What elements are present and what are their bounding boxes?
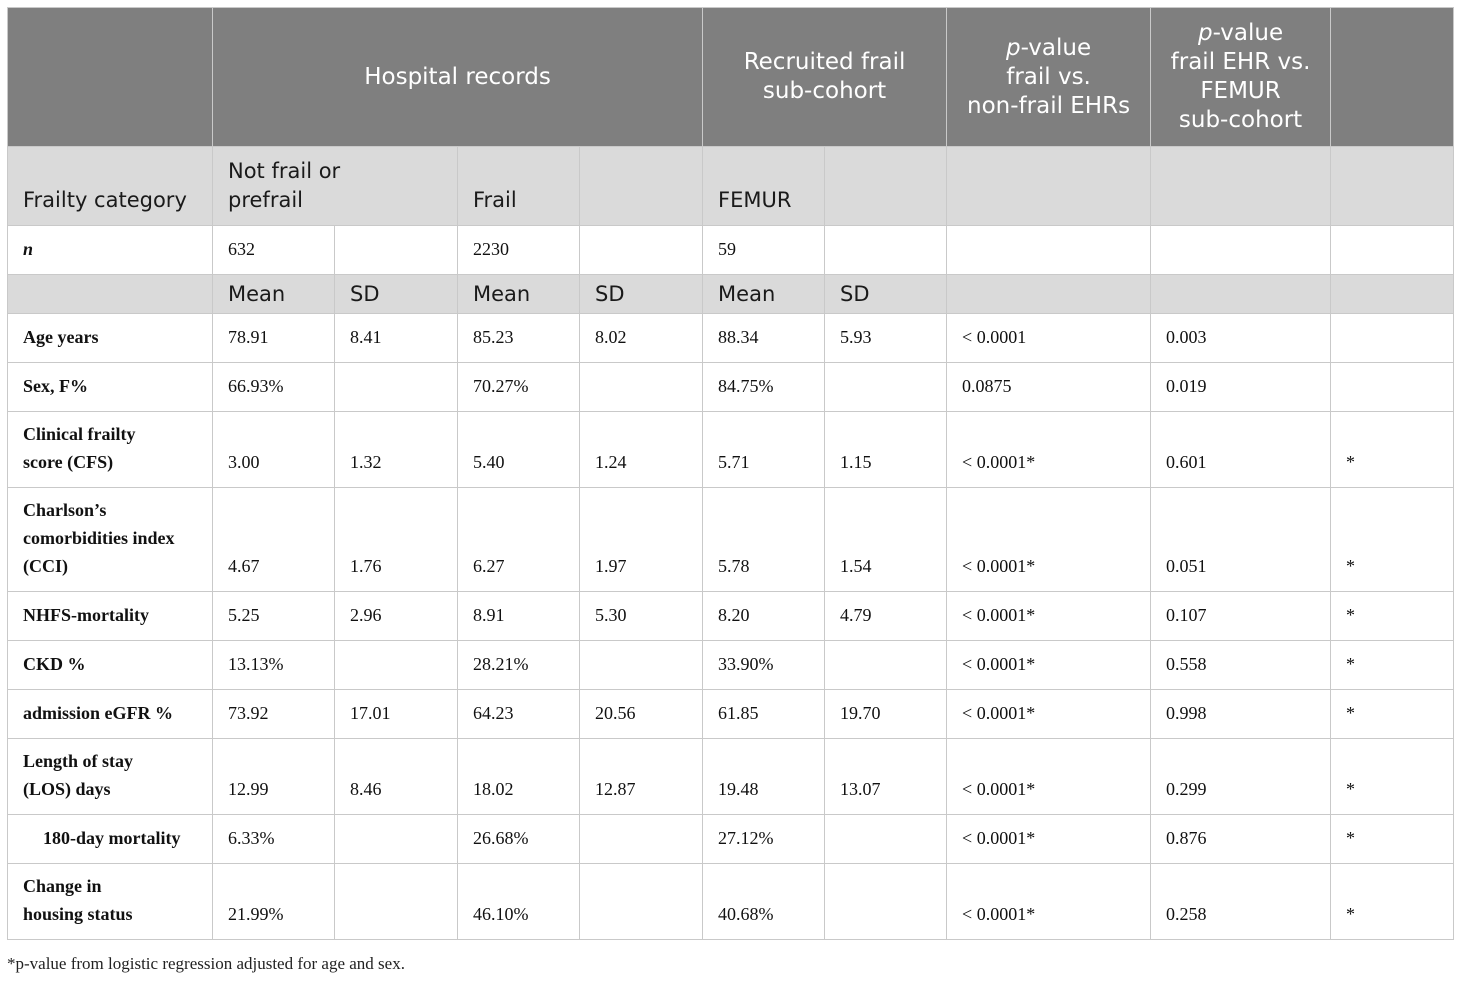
p-value-frail-vs-nonfrail: < 0.0001* xyxy=(947,815,1151,864)
femur-sd xyxy=(825,641,947,690)
row-label-line: Charlson’s xyxy=(23,500,107,520)
row-label-line: Age years xyxy=(23,327,99,347)
header-p-value-frail-vs-nonfrail xyxy=(947,8,1151,147)
femur-mean: 19.48 xyxy=(703,739,825,815)
frail-sd: 1.24 xyxy=(580,412,703,488)
table-row xyxy=(8,641,1454,690)
empty-cell xyxy=(947,226,1151,275)
mean-header: Mean xyxy=(703,275,825,314)
femur-mean: 61.85 xyxy=(703,690,825,739)
femur-mean: 5.71 xyxy=(703,412,825,488)
not-frail-line2: prefrail xyxy=(228,188,303,212)
not-frail-sd: 1.76 xyxy=(335,488,458,592)
row-label xyxy=(8,592,213,641)
header-p2-italic: p xyxy=(1197,20,1213,46)
frail-sd xyxy=(580,815,703,864)
frail-sd: 12.87 xyxy=(580,739,703,815)
header-hospital-records: Hospital records xyxy=(213,8,703,147)
frail-sd: 20.56 xyxy=(580,690,703,739)
empty-cell xyxy=(1331,275,1454,314)
header-p1-italic: p xyxy=(1005,34,1021,61)
not-frail-mean: 21.99% xyxy=(213,864,335,940)
row-label-line: Sex, F% xyxy=(23,376,88,396)
frail-sd xyxy=(580,641,703,690)
mean-sd-row xyxy=(8,275,1454,314)
table-row xyxy=(8,592,1454,641)
n-not-frail: 632 xyxy=(213,226,335,275)
row-label xyxy=(8,690,213,739)
table-footnote: *p-value from logistic regression adjusted for age and sex. xyxy=(7,954,405,973)
frail-sd: 8.02 xyxy=(580,314,703,363)
femur-sd: 4.79 xyxy=(825,592,947,641)
row-label xyxy=(8,363,213,412)
significance-marker: * xyxy=(1331,488,1454,592)
not-frail-sd: 8.46 xyxy=(335,739,458,815)
n-femur: 59 xyxy=(703,226,825,275)
p-value-frail-vs-nonfrail: 0.0875 xyxy=(947,363,1151,412)
p-value-frail-vs-nonfrail: < 0.0001* xyxy=(947,412,1151,488)
data-rows xyxy=(8,314,1454,940)
not-frail-sd: 2.96 xyxy=(335,592,458,641)
not-frail-mean: 13.13% xyxy=(213,641,335,690)
table-row xyxy=(8,864,1454,940)
empty-cell xyxy=(1151,147,1331,226)
empty-cell xyxy=(947,275,1151,314)
p-value-ehr-vs-femur: 0.051 xyxy=(1151,488,1331,592)
row-label xyxy=(8,641,213,690)
empty-cell xyxy=(1331,226,1454,275)
femur-sd xyxy=(825,864,947,940)
frail-label: Frail xyxy=(458,147,580,226)
empty-cell xyxy=(1151,226,1331,275)
mean-header: Mean xyxy=(213,275,335,314)
not-frail-sd: 8.41 xyxy=(335,314,458,363)
significance-marker: * xyxy=(1331,412,1454,488)
frail-sd xyxy=(580,363,703,412)
header-empty-cell xyxy=(8,8,213,147)
not-frail-sd xyxy=(335,815,458,864)
frail-mean: 85.23 xyxy=(458,314,580,363)
header-row xyxy=(8,8,1454,147)
n-label: n xyxy=(8,226,213,275)
p-value-ehr-vs-femur: 0.601 xyxy=(1151,412,1331,488)
significance-marker: * xyxy=(1331,641,1454,690)
row-label xyxy=(8,314,213,363)
header-p2-line3: FEMUR xyxy=(1200,78,1281,104)
row-label-line: comorbidities index xyxy=(23,528,175,548)
p-value-ehr-vs-femur: 0.107 xyxy=(1151,592,1331,641)
femur-mean: 84.75% xyxy=(703,363,825,412)
p-value-frail-vs-nonfrail: < 0.0001* xyxy=(947,592,1151,641)
mean-header: Mean xyxy=(458,275,580,314)
header-p1-rest: -value xyxy=(1020,34,1092,61)
significance-marker: * xyxy=(1331,690,1454,739)
row-label-line: (CCI) xyxy=(23,556,68,576)
p-value-frail-vs-nonfrail: < 0.0001* xyxy=(947,739,1151,815)
row-label-line: NHFS-mortality xyxy=(23,605,149,625)
empty-cell xyxy=(1151,275,1331,314)
p-value-frail-vs-nonfrail: < 0.0001* xyxy=(947,864,1151,940)
sd-header: SD xyxy=(825,275,947,314)
sd-header: SD xyxy=(335,275,458,314)
significance-marker: * xyxy=(1331,739,1454,815)
p-value-ehr-vs-femur: 0.003 xyxy=(1151,314,1331,363)
not-frail-sd xyxy=(335,363,458,412)
frail-sd xyxy=(580,864,703,940)
row-label-line: housing status xyxy=(23,904,133,924)
row-label-line: Length of stay xyxy=(23,751,134,771)
frail-mean: 64.23 xyxy=(458,690,580,739)
header-recruited-line1: Recruited frail xyxy=(743,49,906,75)
p-value-frail-vs-nonfrail: < 0.0001 xyxy=(947,314,1151,363)
femur-sd: 19.70 xyxy=(825,690,947,739)
not-frail-mean: 6.33% xyxy=(213,815,335,864)
significance-marker: * xyxy=(1331,864,1454,940)
row-label-line: 180-day mortality xyxy=(43,828,181,848)
row-label-line: score (CFS) xyxy=(23,452,114,472)
frail-mean: 18.02 xyxy=(458,739,580,815)
p-value-frail-vs-nonfrail: < 0.0001* xyxy=(947,690,1151,739)
empty-cell xyxy=(580,147,703,226)
femur-mean: 33.90% xyxy=(703,641,825,690)
frailty-category-label: Frailty category xyxy=(8,147,213,226)
row-label xyxy=(8,412,213,488)
not-frail-sd xyxy=(335,864,458,940)
row-label xyxy=(8,815,213,864)
table-row xyxy=(8,363,1454,412)
femur-mean: 40.68% xyxy=(703,864,825,940)
empty-cell xyxy=(825,226,947,275)
empty-cell xyxy=(947,147,1151,226)
p-value-ehr-vs-femur: 0.998 xyxy=(1151,690,1331,739)
row-label-line: CKD % xyxy=(23,654,86,674)
femur-label: FEMUR xyxy=(703,147,825,226)
header-empty-cell xyxy=(1331,8,1454,147)
frail-mean: 6.27 xyxy=(458,488,580,592)
p-value-ehr-vs-femur: 0.299 xyxy=(1151,739,1331,815)
header-p1-line2: frail vs. xyxy=(1006,63,1091,90)
not-frail-mean: 78.91 xyxy=(213,314,335,363)
p-value-ehr-vs-femur: 0.558 xyxy=(1151,641,1331,690)
header-p2-rest: -value xyxy=(1212,20,1284,46)
significance-marker: * xyxy=(1331,592,1454,641)
p-value-ehr-vs-femur: 0.258 xyxy=(1151,864,1331,940)
header-recruited-line2: sub-cohort xyxy=(762,78,887,104)
not-frail-mean: 5.25 xyxy=(213,592,335,641)
not-frail-sd: 1.32 xyxy=(335,412,458,488)
table-row xyxy=(8,488,1454,592)
significance-marker: * xyxy=(1331,815,1454,864)
table-row xyxy=(8,815,1454,864)
not-frail-mean: 4.67 xyxy=(213,488,335,592)
frailty-category-row xyxy=(8,147,1454,226)
row-label xyxy=(8,864,213,940)
p-value-ehr-vs-femur: 0.019 xyxy=(1151,363,1331,412)
frail-sd: 5.30 xyxy=(580,592,703,641)
femur-sd: 1.15 xyxy=(825,412,947,488)
sd-header: SD xyxy=(580,275,703,314)
frail-mean: 28.21% xyxy=(458,641,580,690)
not-frail-mean: 73.92 xyxy=(213,690,335,739)
not-frail-mean: 3.00 xyxy=(213,412,335,488)
p-value-frail-vs-nonfrail: < 0.0001* xyxy=(947,641,1151,690)
row-label-line: Change in xyxy=(23,876,102,896)
header-p-value-ehr-vs-femur xyxy=(1151,8,1331,147)
significance-marker xyxy=(1331,363,1454,412)
row-label xyxy=(8,488,213,592)
header-p2-line4: sub-cohort xyxy=(1178,107,1303,133)
frail-mean: 26.68% xyxy=(458,815,580,864)
row-label-line: (LOS) days xyxy=(23,779,111,799)
empty-cell xyxy=(335,226,458,275)
table-row xyxy=(8,690,1454,739)
not-frail-label xyxy=(213,147,458,226)
frail-mean: 8.91 xyxy=(458,592,580,641)
header-recruited-frail xyxy=(703,8,947,147)
not-frail-sd xyxy=(335,641,458,690)
row-label-line: admission eGFR % xyxy=(23,703,174,723)
femur-mean: 8.20 xyxy=(703,592,825,641)
table-row xyxy=(8,314,1454,363)
row-label-line: Clinical frailty xyxy=(23,424,136,444)
empty-cell xyxy=(1331,147,1454,226)
p-value-frail-vs-nonfrail: < 0.0001* xyxy=(947,488,1151,592)
frail-sd: 1.97 xyxy=(580,488,703,592)
femur-mean: 88.34 xyxy=(703,314,825,363)
n-frail: 2230 xyxy=(458,226,580,275)
not-frail-mean: 12.99 xyxy=(213,739,335,815)
femur-sd: 1.54 xyxy=(825,488,947,592)
frail-mean: 5.40 xyxy=(458,412,580,488)
header-p2-line2: frail EHR vs. xyxy=(1170,49,1311,75)
not-frail-line1: Not frail or xyxy=(228,159,341,183)
femur-sd xyxy=(825,815,947,864)
p-value-ehr-vs-femur: 0.876 xyxy=(1151,815,1331,864)
femur-mean: 5.78 xyxy=(703,488,825,592)
row-label xyxy=(8,739,213,815)
empty-cell xyxy=(8,275,213,314)
femur-sd: 13.07 xyxy=(825,739,947,815)
femur-sd: 5.93 xyxy=(825,314,947,363)
not-frail-mean: 66.93% xyxy=(213,363,335,412)
empty-cell xyxy=(825,147,947,226)
data-table xyxy=(7,7,1454,940)
femur-sd xyxy=(825,363,947,412)
table-row xyxy=(8,412,1454,488)
significance-marker xyxy=(1331,314,1454,363)
n-row xyxy=(8,226,1454,275)
frail-mean: 70.27% xyxy=(458,363,580,412)
not-frail-sd: 17.01 xyxy=(335,690,458,739)
frail-mean: 46.10% xyxy=(458,864,580,940)
table-row xyxy=(8,739,1454,815)
header-p1-line3: non-frail EHRs xyxy=(967,92,1131,119)
femur-mean: 27.12% xyxy=(703,815,825,864)
empty-cell xyxy=(580,226,703,275)
